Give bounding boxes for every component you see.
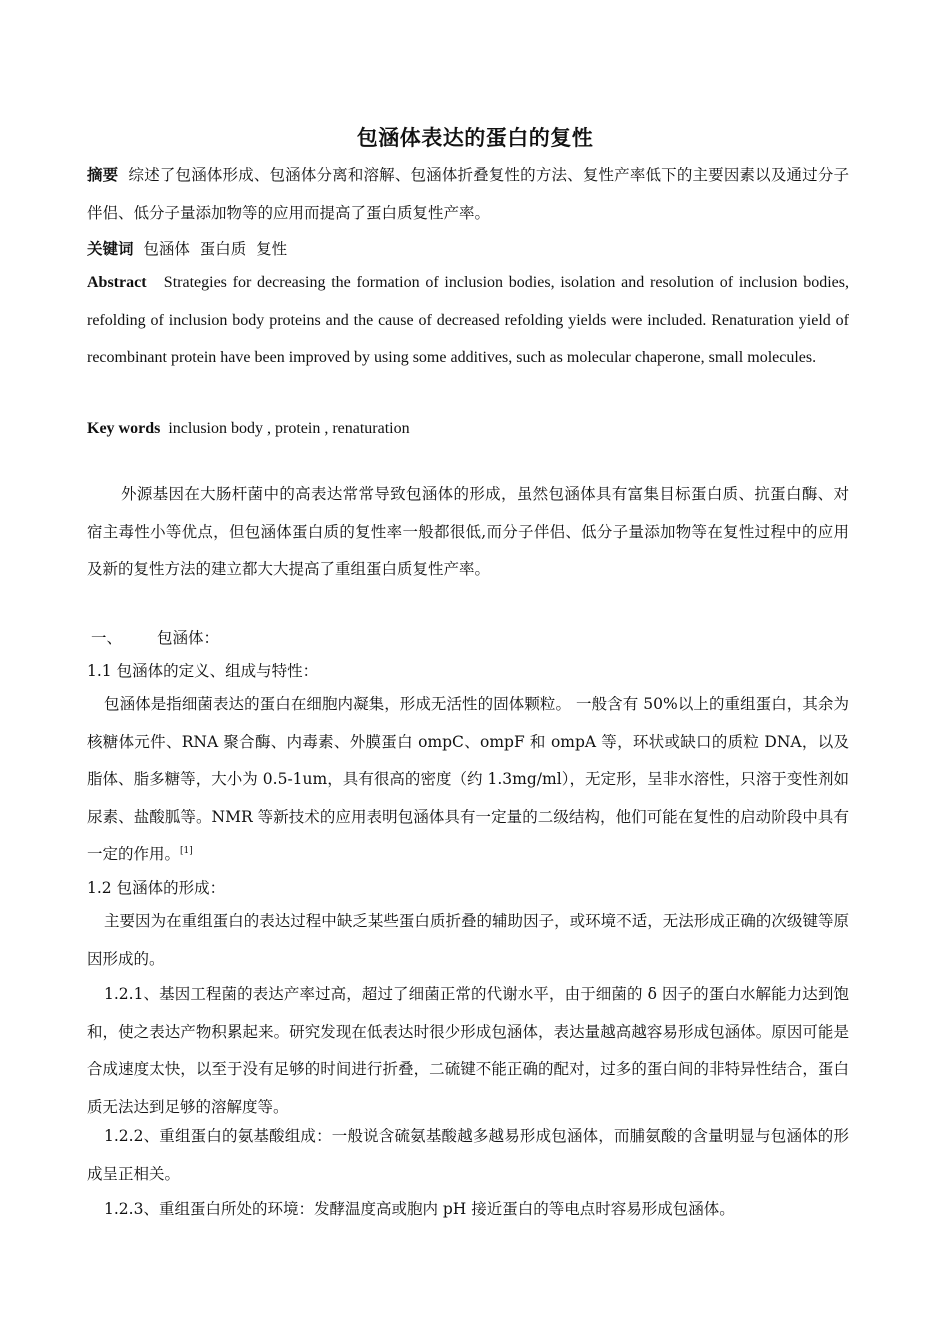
keywords-cn-label: 关键词 [87, 239, 134, 258]
subsection-1-2-1-paragraph: 1.2.1、基因工程菌的表达产率过高，超过了细菌正常的代谢水平，由于细菌的 δ 因子的蛋白水解能力达到饱和，使之表达产物积累起来。研究发现在低表达时很少形成包涵体，表达量越高越容易形成包涵体。原因可能是合成速度太快，以至于没有足够的时间进行折叠，二硫键不能正确的配对，过多的蛋白间的非特异性结合，蛋白质无法达到足够的溶解度等。 [87, 985, 849, 1116]
subsection-1-1-text: 包涵体是指细菌表达的蛋白在细胞内凝集，形成无活性的固体颗粒。 一般含有 50%以上的重组蛋白，其余为核糖体元件、RNA 聚合酶、内毒素、外膜蛋白 ompC、ompF 和 ompA 等，环状或缺口的质粒 DNA，以及脂体、脂多糖等，大小为 0.5-1um，具有很高的密度（约 1.3mg/ml），无定形，呈非水溶性，只溶于变性剂如尿素、盐酸胍等。NMR 等新技术的应用表明包涵体具有一定量的二级结构，他们可能在复性的启动阶段中具有一定的作用。 [87, 695, 849, 863]
section-1-number: 一、 [91, 629, 123, 647]
subsection-1-2-heading: 1.2 包涵体的形成： [87, 879, 226, 897]
keywords-en-label: Key words [87, 420, 161, 437]
keywords-en-text: inclusion body , protein , renaturation [168, 420, 410, 437]
keyword-cn: 包涵体 [143, 240, 190, 258]
keywords-en [87, 410, 849, 448]
abstract-cn-label: 摘要 [87, 165, 119, 184]
abstract-en [87, 264, 849, 377]
intro-paragraph: 外源基因在大肠杆菌中的高表达常常导致包涵体的形成，虽然包涵体具有富集目标蛋白质、抗蛋白酶、对宿主毒性小等优点，但包涵体蛋白质的复性率一般都很低,而分子伴侣、低分子量添加物等在复性过程中的应用及新的复性方法的建立都大大提高了重组蛋白质复性产率。 [87, 485, 849, 578]
keyword-cn: 蛋白质 [199, 240, 247, 258]
subsection-1-1-paragraph [87, 686, 849, 874]
document-title: 包涵体表达的蛋白的复性 [356, 126, 594, 150]
subsection-1-2-2-paragraph: 1.2.2、重组蛋白的氨基酸组成：一般说含硫氨基酸越多越易形成包涵体，而脯氨酸的含量明显与包涵体的形成呈正相关。 [87, 1127, 849, 1183]
abstract-cn [87, 156, 849, 232]
abstract-en-label: Abstract [87, 274, 147, 291]
subsection-1-2-3-paragraph: 1.2.3、重组蛋白所处的环境：发酵温度高或胞内 pH 接近蛋白的等电点时容易形成包涵体。 [104, 1200, 735, 1218]
abstract-en-text: Strategies for decreasing the formation of inclusion bodies, isolation and resolution of inclusion bodies, refolding of inclusion body proteins and the cause of decreased refolding yields were included. Renaturation yield of recombinant protein have been improved by using some additives, such as molecular chaperone, small molecules. [87, 274, 850, 366]
section-1-heading [87, 620, 849, 658]
citation-ref: [1] [180, 846, 193, 856]
keywords-cn [87, 230, 849, 269]
abstract-cn-text: 综述了包涵体形成、包涵体分离和溶解、包涵体折叠复性的方法、复性产率低下的主要因素以及通过分子伴侣、低分子量添加物等的应用而提高了蛋白质复性产率。 [87, 166, 849, 222]
subsection-1-1-heading: 1.1 包涵体的定义、组成与特性： [87, 662, 319, 680]
subsection-1-2-paragraph: 主要因为在重组蛋白的表达过程中缺乏某些蛋白质折叠的辅助因子，或环境不适，无法形成正确的次级键等原因形成的。 [87, 912, 849, 968]
section-1-title: 包涵体： [157, 629, 220, 647]
keyword-cn: 复性 [256, 240, 288, 258]
